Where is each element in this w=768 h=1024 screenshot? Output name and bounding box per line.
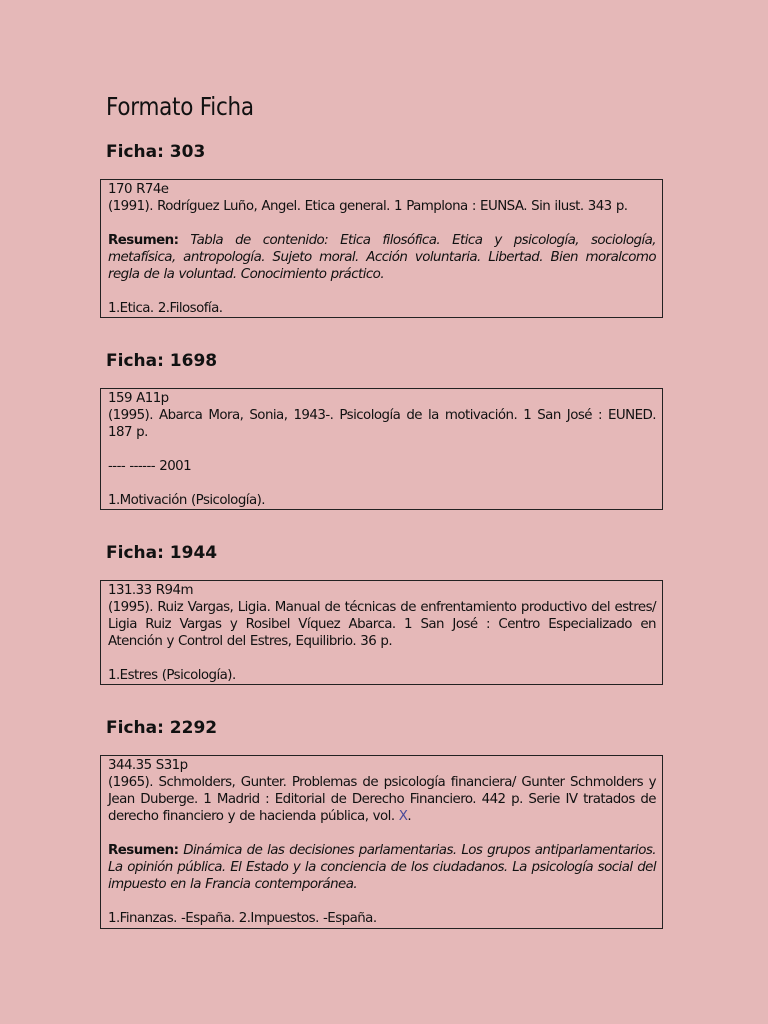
resumen-text: Tabla de contenido: Etica filosófica. Etica y psicología, sociología, metafísica, antropología. Sujeto moral. Acción voluntaria. Libertad. Bien moralcomo regla de la voluntad. Conocimiento práctico.: [108, 233, 656, 282]
call-number: 170 R74e: [108, 182, 169, 197]
subjects: 1.Estres (Psicología).: [108, 668, 236, 683]
subjects: 1.Finanzas. -España. 2.Impuestos. -España.: [108, 911, 377, 926]
citation-end: .: [407, 809, 412, 824]
call-number: 159 A11p: [108, 391, 169, 406]
resumen-label: Resumen:: [108, 843, 179, 858]
ficha-heading: Ficha: 1698: [106, 351, 218, 371]
volume-number: X: [398, 809, 408, 824]
document-title: Formato Ficha: [106, 92, 254, 121]
resumen-label: Resumen:: [108, 233, 179, 248]
call-number: 344.35 S31p: [108, 758, 188, 773]
subjects: 1.Motivación (Psicología).: [108, 493, 265, 508]
citation: (1995). Abarca Mora, Sonia, 1943-. Psicología de la motivación. 1 San José : EUNED. 187 p.: [108, 408, 656, 440]
citation: (1991). Rodríguez Luño, Angel. Etica general. 1 Pamplona : EUNSA. Sin ilust. 343 p.: [108, 199, 628, 214]
ficha-card: [100, 755, 663, 929]
ficha-card: [100, 580, 663, 685]
ficha-heading: Ficha: 2292: [106, 718, 218, 738]
resumen: [108, 232, 656, 283]
ficha-heading: Ficha: 303: [106, 142, 206, 162]
citation: (1995). Ruiz Vargas, Ligia. Manual de técnicas de enfrentamiento productivo del estres/ Ligia Ruiz Vargas y Rosibel Víquez Abarca. 1 San José : Centro Especializado en Atención y Control del Estres, Equilibrio. 36 p.: [108, 600, 656, 649]
resumen: [108, 842, 656, 893]
subjects: 1.Etica. 2.Filosofía.: [108, 301, 223, 316]
ficha-heading: Ficha: 1944: [106, 543, 218, 563]
resumen-text: Dinámica de las decisiones parlamentarias. Los grupos antiparlamentarios. La opinión pública. El Estado y la conciencia de los ciudadanos. La psicología social del impuesto en la Francia contemporánea.: [108, 843, 657, 892]
note: ---- ------ 2001: [108, 459, 192, 474]
citation-main: (1965). Schmolders, Gunter. Problemas de psicología financiera/ Gunter Schmolders y Jean Duberge. 1 Madrid : Editorial de Derecho Financiero. 442 p. Serie IV tratados de derecho financiero y de hacienda pública, vol.: [108, 775, 656, 824]
citation: [108, 774, 656, 825]
call-number: 131.33 R94m: [108, 583, 193, 598]
ficha-card: [100, 179, 663, 318]
ficha-card: [100, 388, 663, 510]
